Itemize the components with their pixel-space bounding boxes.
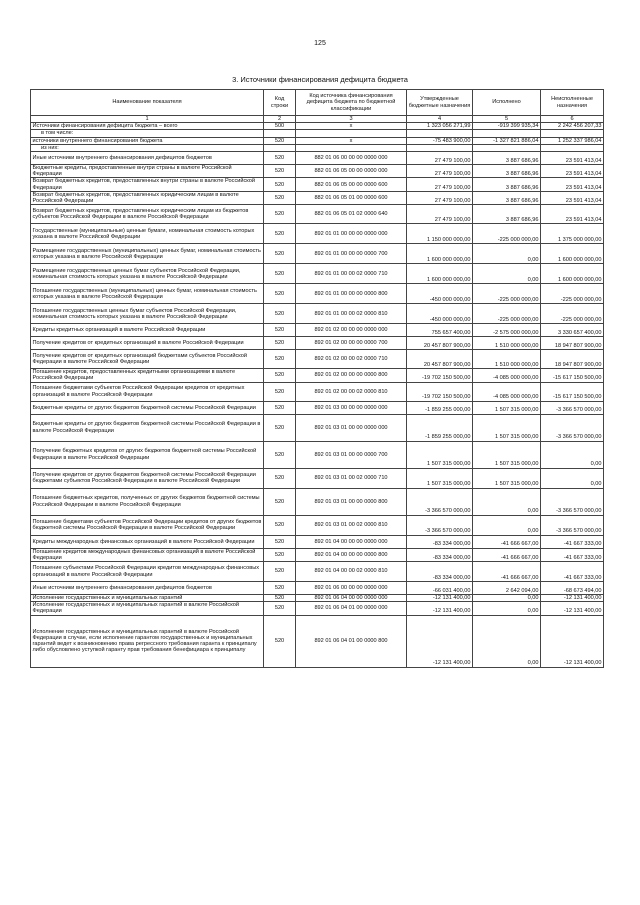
row-kbk: 892 01 01 00 00 02 0000 710 bbox=[296, 264, 407, 284]
row-unexecuted: -225 000 000,00 bbox=[541, 284, 604, 304]
table-row bbox=[31, 178, 604, 191]
row-approved: -1 859 255 000,00 bbox=[407, 401, 473, 414]
table-row bbox=[31, 602, 604, 615]
row-kbk: 892 01 02 00 00 02 0000 810 bbox=[296, 382, 407, 401]
row-unexecuted: -41 667 333,00 bbox=[541, 535, 604, 548]
row-executed: 3 887 686,96 bbox=[473, 205, 541, 224]
row-code: 520 bbox=[264, 324, 296, 337]
financing-sources-table bbox=[30, 89, 604, 668]
row-executed: 0,00 bbox=[473, 515, 541, 535]
table-row bbox=[31, 369, 604, 382]
row-kbk: 882 01 06 05 01 00 0000 600 bbox=[296, 191, 407, 204]
row-approved: 27 479 100,00 bbox=[407, 152, 473, 165]
row-unexecuted: 1 600 000 000,00 bbox=[541, 264, 604, 284]
row-code: 520 bbox=[264, 304, 296, 324]
row-kbk: 892 01 02 00 00 00 0000 700 bbox=[296, 337, 407, 350]
table-row bbox=[31, 264, 604, 284]
row-name: Погашение бюджетами субъектов Российской Федерации кредитов от других бюджетов бюджетной системы Российской Федерации в валюте Российской Федерации bbox=[31, 515, 264, 535]
table-body bbox=[31, 123, 604, 667]
table-row bbox=[31, 324, 604, 337]
row-approved: 755 657 400,00 bbox=[407, 324, 473, 337]
row-unexecuted: -41 667 333,00 bbox=[541, 562, 604, 582]
row-approved: 1 600 000 000,00 bbox=[407, 244, 473, 264]
row-executed: 0,00 bbox=[473, 602, 541, 615]
row-unexecuted: 1 375 000 000,00 bbox=[541, 224, 604, 244]
row-kbk bbox=[296, 130, 407, 137]
row-code: 520 bbox=[264, 165, 296, 178]
column-number-row bbox=[31, 116, 604, 123]
row-executed: 3 887 686,96 bbox=[473, 191, 541, 204]
row-approved: 1 150 000 000,00 bbox=[407, 224, 473, 244]
row-unexecuted bbox=[541, 130, 604, 137]
row-code: 520 bbox=[264, 548, 296, 561]
row-code: 520 bbox=[264, 595, 296, 602]
table-row bbox=[31, 582, 604, 595]
row-code: 520 bbox=[264, 602, 296, 615]
row-name: Возврат бюджетных кредитов, предоставленных юридическим лицам в валюте Российской Федерации bbox=[31, 191, 264, 204]
table-row bbox=[31, 350, 604, 369]
table-row bbox=[31, 284, 604, 304]
row-name: Возврат бюджетных кредитов, предоставленных юридическим лицам из бюджетов субъектов Российской Федерации в валюте Российской Федерации bbox=[31, 205, 264, 224]
row-unexecuted: -12 131 400,00 bbox=[541, 602, 604, 615]
row-unexecuted: 23 591 413,04 bbox=[541, 178, 604, 191]
row-unexecuted: 0,00 bbox=[541, 441, 604, 468]
row-executed: 1 507 315 000,00 bbox=[473, 414, 541, 441]
row-code: 520 bbox=[264, 562, 296, 582]
row-code: 520 bbox=[264, 191, 296, 204]
row-kbk: 892 01 01 00 00 02 0000 810 bbox=[296, 304, 407, 324]
row-name: Погашение бюджетами субъектов Российской Федерации кредитов от кредитных организаций в валюте Российской Федерации bbox=[31, 382, 264, 401]
row-name: Государственные (муниципальные) ценные бумаги, номинальная стоимость которых указана в валюте Российской Федерации bbox=[31, 224, 264, 244]
row-executed: -41 666 667,00 bbox=[473, 562, 541, 582]
row-kbk: x bbox=[296, 137, 407, 144]
column-number: 2 bbox=[264, 116, 296, 123]
row-name: Размещение государственных ценных бумаг субъектов Российской Федерации, номинальная стоимость которых указана в валюте Российской Федерации bbox=[31, 264, 264, 284]
row-name: Иные источники внутреннего финансирования дефицитов бюджетов bbox=[31, 582, 264, 595]
row-code: 520 bbox=[264, 137, 296, 144]
row-approved: 1 507 315 000,00 bbox=[407, 468, 473, 488]
row-name: Погашение кредитов международных финансовых организаций в валюте Российской Федерации bbox=[31, 548, 264, 561]
row-unexecuted: 1 600 000 000,00 bbox=[541, 244, 604, 264]
row-unexecuted: -68 673 494,00 bbox=[541, 582, 604, 595]
row-approved: -1 859 255 000,00 bbox=[407, 414, 473, 441]
row-code bbox=[264, 130, 296, 137]
row-unexecuted: 18 947 807 900,00 bbox=[541, 350, 604, 369]
row-executed: 0,00 bbox=[473, 488, 541, 515]
row-kbk: 892 01 01 00 00 00 0000 700 bbox=[296, 244, 407, 264]
row-executed: 3 887 686,96 bbox=[473, 165, 541, 178]
row-approved: -12 131 400,00 bbox=[407, 595, 473, 602]
row-approved: -83 334 000,00 bbox=[407, 548, 473, 561]
row-unexecuted: 23 591 413,04 bbox=[541, 205, 604, 224]
row-executed: -2 575 000 000,00 bbox=[473, 324, 541, 337]
row-kbk: 892 01 03 01 00 00 0000 800 bbox=[296, 488, 407, 515]
table-row bbox=[31, 468, 604, 488]
row-unexecuted: 23 591 413,04 bbox=[541, 191, 604, 204]
row-code: 520 bbox=[264, 244, 296, 264]
row-kbk: 892 01 04 00 00 00 0000 800 bbox=[296, 548, 407, 561]
row-executed: -919 399 935,34 bbox=[473, 123, 541, 130]
row-name: Погашение государственных (муниципальных) ценных бумаг, номинальная стоимость которых указана в валюте Российской Федерации bbox=[31, 284, 264, 304]
column-number: 5 bbox=[473, 116, 541, 123]
table-row bbox=[31, 441, 604, 468]
row-code: 520 bbox=[264, 535, 296, 548]
row-code: 520 bbox=[264, 615, 296, 667]
header-approved: Утвержденные бюджетные назначения bbox=[407, 90, 473, 116]
row-kbk: 892 01 06 04 01 00 0000 000 bbox=[296, 602, 407, 615]
row-code: 520 bbox=[264, 382, 296, 401]
row-code: 520 bbox=[264, 369, 296, 382]
row-approved: 20 457 807 900,00 bbox=[407, 337, 473, 350]
row-executed: 1 510 000 000,00 bbox=[473, 337, 541, 350]
row-kbk: 892 01 03 01 00 02 0000 710 bbox=[296, 468, 407, 488]
row-kbk: 892 01 04 00 00 00 0000 000 bbox=[296, 535, 407, 548]
table-row bbox=[31, 401, 604, 414]
column-number: 4 bbox=[407, 116, 473, 123]
row-code: 520 bbox=[264, 337, 296, 350]
row-executed bbox=[473, 144, 541, 151]
table-row bbox=[31, 205, 604, 224]
row-name: Получение кредитов от других бюджетов бюджетной системы Российской Федерации бюджетами субъектов Российской Федерации в валюте Российской Федерации bbox=[31, 468, 264, 488]
row-approved: -450 000 000,00 bbox=[407, 284, 473, 304]
row-kbk: 882 01 06 05 00 00 0000 600 bbox=[296, 178, 407, 191]
header-unexecuted: Неисполненные назначения bbox=[541, 90, 604, 116]
row-approved: 20 457 807 900,00 bbox=[407, 350, 473, 369]
row-executed: 2 642 094,00 bbox=[473, 582, 541, 595]
row-name: в том числе: bbox=[31, 130, 264, 137]
row-unexecuted: -3 366 570 000,00 bbox=[541, 488, 604, 515]
row-unexecuted: -3 366 570 000,00 bbox=[541, 401, 604, 414]
row-kbk: 892 01 02 00 00 00 0000 800 bbox=[296, 369, 407, 382]
row-name: Погашение государственных ценных бумаг субъектов Российской Федерации, номинальная стоимость которых указана в валюте Российской Федерации bbox=[31, 304, 264, 324]
row-code: 500 bbox=[264, 123, 296, 130]
row-name: Получение кредитов от кредитных организаций бюджетами субъектов Российской Федерации в валюте Российской Федерации bbox=[31, 350, 264, 369]
row-approved: -12 131 400,00 bbox=[407, 615, 473, 667]
row-unexecuted: 2 242 456 207,33 bbox=[541, 123, 604, 130]
row-name: Источники финансирования дефицита бюджета – всего bbox=[31, 123, 264, 130]
row-name: Возврат бюджетных кредитов, предоставленных внутри страны в валюте Российской Федерации bbox=[31, 178, 264, 191]
row-unexecuted: -3 366 570 000,00 bbox=[541, 515, 604, 535]
row-unexecuted: -15 617 150 500,00 bbox=[541, 369, 604, 382]
row-unexecuted: 23 591 413,04 bbox=[541, 165, 604, 178]
row-unexecuted bbox=[541, 144, 604, 151]
row-kbk: 882 01 06 00 00 00 0000 000 bbox=[296, 152, 407, 165]
row-executed: 1 507 315 000,00 bbox=[473, 401, 541, 414]
row-name: Бюджетные кредиты, предоставленные внутри страны в валюте Российской Федерации bbox=[31, 165, 264, 178]
row-name: Иные источники внутреннего финансирования дефицитов бюджетов bbox=[31, 152, 264, 165]
row-kbk: x bbox=[296, 123, 407, 130]
table-row bbox=[31, 337, 604, 350]
row-code: 520 bbox=[264, 205, 296, 224]
column-number: 3 bbox=[296, 116, 407, 123]
row-unexecuted: 1 252 337 986,04 bbox=[541, 137, 604, 144]
table-row bbox=[31, 130, 604, 137]
row-approved: 27 479 100,00 bbox=[407, 178, 473, 191]
table-row bbox=[31, 144, 604, 151]
section-title: 3. Источники финансирования дефицита бюджета bbox=[232, 75, 408, 84]
row-kbk: 892 01 06 04 00 00 0000 000 bbox=[296, 595, 407, 602]
column-number: 1 bbox=[31, 116, 264, 123]
row-kbk: 892 01 02 00 00 02 0000 710 bbox=[296, 350, 407, 369]
row-executed: 1 507 315 000,00 bbox=[473, 441, 541, 468]
column-number: 6 bbox=[541, 116, 604, 123]
table-row bbox=[31, 244, 604, 264]
row-unexecuted: -12 131 400,00 bbox=[541, 595, 604, 602]
row-approved: -19 702 150 500,00 bbox=[407, 369, 473, 382]
row-code: 520 bbox=[264, 401, 296, 414]
row-unexecuted: 23 591 413,04 bbox=[541, 152, 604, 165]
row-kbk: 892 01 04 00 00 02 0000 810 bbox=[296, 562, 407, 582]
row-kbk: 892 01 03 01 00 00 0000 700 bbox=[296, 441, 407, 468]
row-code: 520 bbox=[264, 284, 296, 304]
row-kbk: 892 01 06 04 01 00 0000 800 bbox=[296, 615, 407, 667]
row-executed: -225 000 000,00 bbox=[473, 224, 541, 244]
row-name: Исполнение государственных и муниципальных гарантий в валюте Российской Федерации в случае, если исполнение гарантом государственных и муниципальных гарантий ведет к возникновению права регрессного требования гаранта к принципалу либо обусловлено уступкой гаранту прав требования бенефициара к принципалу bbox=[31, 615, 264, 667]
table-row bbox=[31, 562, 604, 582]
row-kbk: 892 01 06 00 00 00 0000 000 bbox=[296, 582, 407, 595]
row-kbk: 892 01 03 00 00 00 0000 000 bbox=[296, 401, 407, 414]
row-executed: 0,00 bbox=[473, 595, 541, 602]
row-approved bbox=[407, 144, 473, 151]
row-name: Погашение кредитов, предоставленных кредитными организациями в валюте Российской Федерации bbox=[31, 369, 264, 382]
row-executed: -1 327 821 886,04 bbox=[473, 137, 541, 144]
row-unexecuted: -225 000 000,00 bbox=[541, 304, 604, 324]
row-unexecuted: -41 667 333,00 bbox=[541, 548, 604, 561]
row-approved: -75 483 900,00 bbox=[407, 137, 473, 144]
row-approved: -450 000 000,00 bbox=[407, 304, 473, 324]
row-approved: -3 366 570 000,00 bbox=[407, 515, 473, 535]
row-code: 520 bbox=[264, 152, 296, 165]
row-kbk: 882 01 06 05 01 02 0000 640 bbox=[296, 205, 407, 224]
row-name: Получение бюджетных кредитов от других бюджетов бюджетной системы Российской Федерации в валюте Российской Федерации bbox=[31, 441, 264, 468]
row-kbk: 892 01 03 01 00 00 0000 000 bbox=[296, 414, 407, 441]
row-executed: -225 000 000,00 bbox=[473, 304, 541, 324]
row-approved: 1 600 000 000,00 bbox=[407, 264, 473, 284]
row-unexecuted: -3 366 570 000,00 bbox=[541, 414, 604, 441]
table-row bbox=[31, 595, 604, 602]
table-row bbox=[31, 304, 604, 324]
row-executed: 1 507 315 000,00 bbox=[473, 468, 541, 488]
row-unexecuted: -15 617 150 500,00 bbox=[541, 382, 604, 401]
row-name: Исполнение государственных и муниципальных гарантий bbox=[31, 595, 264, 602]
row-approved: -12 131 400,00 bbox=[407, 602, 473, 615]
header-executed: Исполнено bbox=[473, 90, 541, 116]
row-code: 520 bbox=[264, 488, 296, 515]
row-executed: 0,00 bbox=[473, 264, 541, 284]
row-code: 520 bbox=[264, 468, 296, 488]
table-row bbox=[31, 615, 604, 667]
row-approved: 1 323 056 271,99 bbox=[407, 123, 473, 130]
row-name: из них: bbox=[31, 144, 264, 151]
row-code: 520 bbox=[264, 515, 296, 535]
row-code: 520 bbox=[264, 224, 296, 244]
row-code: 520 bbox=[264, 582, 296, 595]
row-approved: -83 334 000,00 bbox=[407, 562, 473, 582]
row-approved: 27 479 100,00 bbox=[407, 165, 473, 178]
row-executed: -4 085 000 000,00 bbox=[473, 369, 541, 382]
header-row bbox=[31, 90, 604, 116]
row-approved: -83 334 000,00 bbox=[407, 535, 473, 548]
row-executed: -4 085 000 000,00 bbox=[473, 382, 541, 401]
header-kbk: Код источника финансирования дефицита бюджета по бюджетной классификации bbox=[296, 90, 407, 116]
row-name: Кредиты кредитных организаций в валюте Российской Федерации bbox=[31, 324, 264, 337]
row-code: 520 bbox=[264, 264, 296, 284]
row-name: Кредиты международных финансовых организаций в валюте Российской Федерации bbox=[31, 535, 264, 548]
row-name: Погашение субъектами Российской Федерации кредитов международных финансовых организаций в валюте Российской Федерации bbox=[31, 562, 264, 582]
row-executed: 0,00 bbox=[473, 615, 541, 667]
row-name: Погашение бюджетных кредитов, полученных от других бюджетов бюджетной системы Российской Федерации в валюте Российской Федерации bbox=[31, 488, 264, 515]
row-kbk: 892 01 02 00 00 00 0000 000 bbox=[296, 324, 407, 337]
row-executed: 3 887 686,96 bbox=[473, 178, 541, 191]
row-code: 520 bbox=[264, 441, 296, 468]
table-row bbox=[31, 191, 604, 204]
header-name: Наименование показателя bbox=[31, 90, 264, 116]
row-approved: -66 031 400,00 bbox=[407, 582, 473, 595]
row-unexecuted: 18 947 807 900,00 bbox=[541, 337, 604, 350]
table-row bbox=[31, 224, 604, 244]
row-kbk: 882 01 06 05 00 00 0000 000 bbox=[296, 165, 407, 178]
table-row bbox=[31, 414, 604, 441]
row-approved: -19 702 150 500,00 bbox=[407, 382, 473, 401]
table-row bbox=[31, 548, 604, 561]
table-row bbox=[31, 382, 604, 401]
row-approved: -3 366 570 000,00 bbox=[407, 488, 473, 515]
row-name: Бюджетные кредиты от других бюджетов бюджетной системы Российской Федерации в валюте Российской Федерации bbox=[31, 414, 264, 441]
row-name: источники внутреннего финансирования бюджета bbox=[31, 137, 264, 144]
table-row bbox=[31, 152, 604, 165]
row-executed: 3 887 686,96 bbox=[473, 152, 541, 165]
table-row bbox=[31, 535, 604, 548]
row-name: Исполнение государственных и муниципальных гарантий в валюте Российской Федерации bbox=[31, 602, 264, 615]
row-executed: -225 000 000,00 bbox=[473, 284, 541, 304]
row-code: 520 bbox=[264, 414, 296, 441]
row-approved: 1 507 315 000,00 bbox=[407, 441, 473, 468]
row-name: Получение кредитов от кредитных организаций в валюте Российской Федерации bbox=[31, 337, 264, 350]
row-kbk: 892 01 01 00 00 00 0000 000 bbox=[296, 224, 407, 244]
row-code: 520 bbox=[264, 350, 296, 369]
row-unexecuted: 0,00 bbox=[541, 468, 604, 488]
row-approved: 27 479 100,00 bbox=[407, 191, 473, 204]
header-code: Код строки bbox=[264, 90, 296, 116]
row-executed: 0,00 bbox=[473, 244, 541, 264]
table-row bbox=[31, 137, 604, 144]
table-row bbox=[31, 123, 604, 130]
table-row bbox=[31, 515, 604, 535]
row-executed: -41 666 667,00 bbox=[473, 535, 541, 548]
row-code: 520 bbox=[264, 178, 296, 191]
row-kbk bbox=[296, 144, 407, 151]
row-name: Бюджетные кредиты от других бюджетов бюджетной системы Российской Федерации bbox=[31, 401, 264, 414]
row-name: Размещение государственных (муниципальных) ценных бумаг, номинальная стоимость которых указана в валюте Российской Федерации bbox=[31, 244, 264, 264]
row-executed: 1 510 000 000,00 bbox=[473, 350, 541, 369]
row-kbk: 892 01 01 00 00 00 0000 800 bbox=[296, 284, 407, 304]
row-executed: -41 666 667,00 bbox=[473, 548, 541, 561]
row-code bbox=[264, 144, 296, 151]
row-unexecuted: -12 131 400,00 bbox=[541, 615, 604, 667]
row-kbk: 892 01 03 01 00 02 0000 810 bbox=[296, 515, 407, 535]
row-unexecuted: 3 330 657 400,00 bbox=[541, 324, 604, 337]
table-row bbox=[31, 165, 604, 178]
row-executed bbox=[473, 130, 541, 137]
row-approved bbox=[407, 130, 473, 137]
row-approved: 27 479 100,00 bbox=[407, 205, 473, 224]
page-number: 125 bbox=[314, 40, 326, 47]
table-row bbox=[31, 488, 604, 515]
